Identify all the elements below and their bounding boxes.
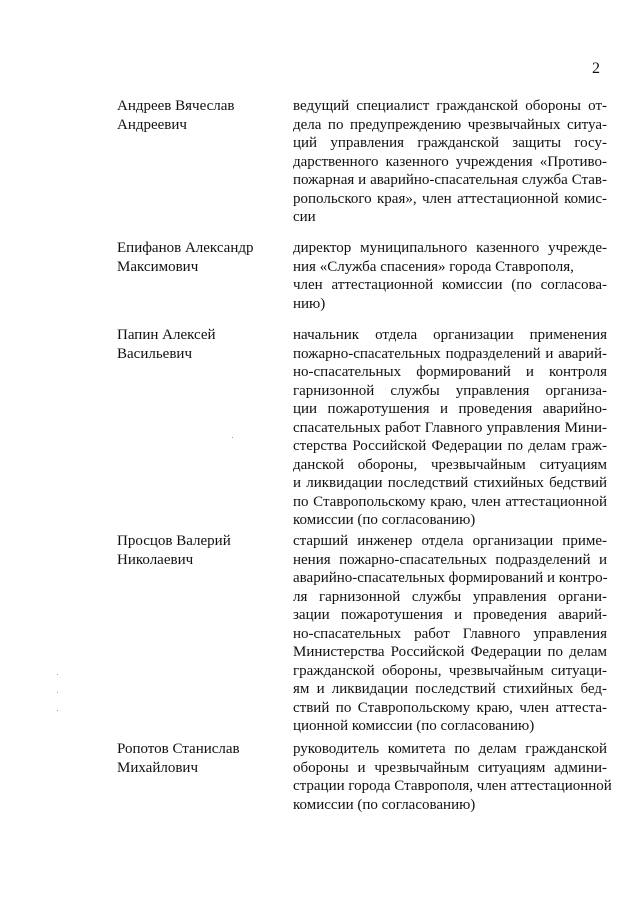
role-line: ствий по Ставропольскому краю, член аттеста- xyxy=(293,699,607,716)
scan-speck xyxy=(232,437,233,438)
role-line: страции города Ставрополя, член аттестационной xyxy=(293,778,612,794)
role-line: ля гарнизонной службы управления органи- xyxy=(293,588,607,605)
member-patronymic: Николаевич xyxy=(117,551,194,568)
role-line: спасательных работ Главного управления Мини- xyxy=(293,419,607,436)
role-line: и ликвидации последствий стихийных бедствий xyxy=(293,475,607,491)
role-line: ции пожаротушения и проведения аварийно- xyxy=(293,401,607,417)
role-line: ведущий специалист гражданской обороны от- xyxy=(293,98,607,114)
role-line: пожарная и аварийно-спасательная служба Став- xyxy=(293,172,607,188)
member-patronymic: Васильевич xyxy=(117,345,192,362)
member-surname-name: Епифанов Александр xyxy=(117,240,254,256)
role-line: Министерства Российской Федерации по делам xyxy=(293,644,607,660)
role-line: член аттестационной комиссии (по согласова- xyxy=(293,277,607,293)
role-line: дела по предупреждению чрезвычайных ситуа- xyxy=(293,116,607,133)
role-line: нию) xyxy=(293,295,326,312)
role-line: данской обороны, чрезвычайным ситуациям xyxy=(293,456,607,473)
role-line: зации пожаротушения и проведения аварий- xyxy=(293,607,607,623)
role-line: но-спасательных формирований и контроля xyxy=(293,364,607,380)
member-role xyxy=(293,740,612,814)
member-patronymic: Михайлович xyxy=(117,759,198,776)
role-line: гражданской обороны, чрезвычайным ситуаци- xyxy=(293,662,607,679)
role-line: директор муниципального казенного учрежде- xyxy=(293,240,607,256)
role-line: ния «Служба спасения» города Ставрополя, xyxy=(293,258,574,275)
member-role xyxy=(293,326,607,530)
member-surname-name: Папин Алексей xyxy=(117,327,216,343)
page-number: 2 xyxy=(592,60,600,77)
member-surname-name: Ропотов Станислав xyxy=(117,741,240,757)
role-line: комиссии (по согласованию) xyxy=(293,796,476,813)
role-line: руководитель комитета по делам гражданской xyxy=(293,741,607,757)
role-line: ропольского края», член аттестационной комис- xyxy=(293,190,607,207)
role-line: комиссии (по согласованию) xyxy=(293,512,476,528)
role-line: аварийно-спасательных формирований и контро- xyxy=(293,570,608,586)
role-line: но-спасательных работ Главного управления xyxy=(293,625,607,642)
role-line: ям и ликвидации последствий стихийных бед- xyxy=(293,681,607,697)
member-patronymic: Андреевич xyxy=(117,116,187,133)
role-line: гарнизонной службы управления организа- xyxy=(293,382,607,399)
role-line: начальник отдела организации применения xyxy=(293,327,607,343)
role-line: по Ставропольскому краю, член аттестационной xyxy=(293,493,607,510)
member-surname-name: Просцов Валерий xyxy=(117,533,231,549)
member-patronymic: Максимович xyxy=(117,258,199,275)
role-line: нения пожарно-спасательных подразделений и xyxy=(293,551,607,568)
role-line: стерства Российской Федерации по делам граж- xyxy=(293,438,607,454)
role-line: ционной комиссии (по согласованию) xyxy=(293,718,535,734)
role-line: дарственного казенного учреждения «Противо- xyxy=(293,153,607,170)
scan-speck xyxy=(57,710,58,711)
role-line: старший инженер отдела организации приме- xyxy=(293,533,607,549)
member-role xyxy=(293,532,607,736)
scan-speck xyxy=(57,692,58,693)
member-role xyxy=(293,97,607,227)
role-line: пожарно-спасательных подразделений и аварий- xyxy=(293,345,607,362)
scan-speck xyxy=(57,674,58,675)
member-role xyxy=(293,239,607,313)
role-line: сии xyxy=(293,209,316,225)
member-surname-name: Андреев Вячеслав xyxy=(117,98,235,114)
role-line: ций управления гражданской защиты госу- xyxy=(293,135,607,151)
role-line: обороны и чрезвычайным ситуациям админи- xyxy=(293,759,607,776)
